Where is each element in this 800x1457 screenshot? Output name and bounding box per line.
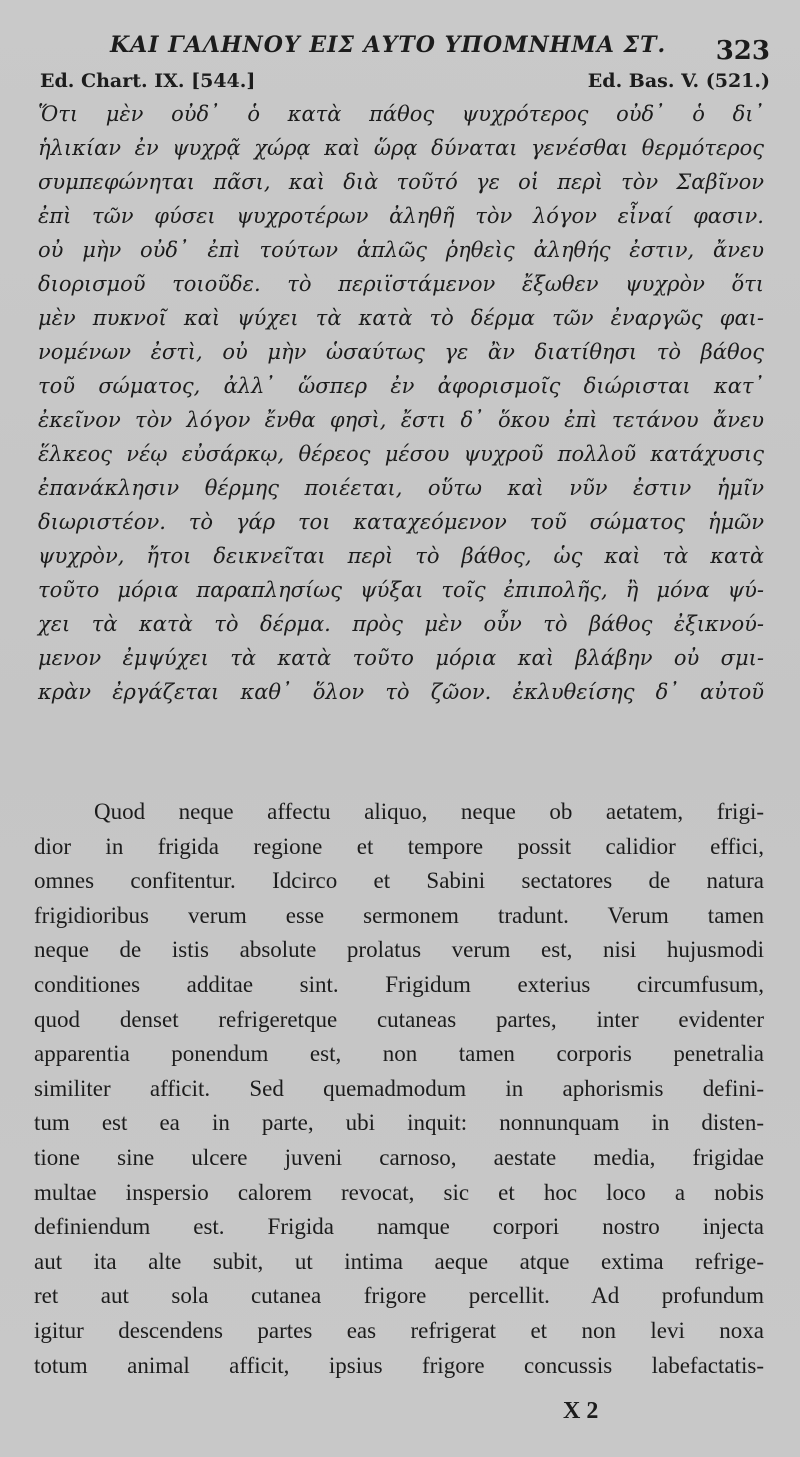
show-through-text <box>20 738 780 790</box>
latin-line: definiendum est. Frigida namque corpori nostro injecta <box>34 1214 764 1240</box>
latin-line: multae inspersio calorem revocat, sic et hoc loco a nobis <box>34 1179 764 1205</box>
page-number: 323 <box>715 36 770 66</box>
edition-basel: Ed. Bas. V. (521.) <box>587 70 770 92</box>
latin-line: ret aut sola cutanea frigore percellit. Ad profundum <box>34 1283 764 1309</box>
greek-line: ἡλικίαν ἐν ψυχρᾷ χώρᾳ καὶ ὥρᾳ δύναται γενέσθαι θερμότερος <box>38 136 764 160</box>
greek-line: τοῦ σώματος, ἀλλ᾽ ὥσπερ ἐν ἀφορισμοῖς διώρισται κατ᾽ <box>38 374 764 398</box>
greek-line: τοῦτο μόρια παραπλησίως ψύξαι τοῖς ἐπιπολῆς, ἢ μόνα ψύ- <box>38 578 764 602</box>
running-title: ΚΑΙ ΓΑΛΗΝΟΥ ΕΙΣ ΑΥΤΟ ΥΠΟΜΝΗΜΑ ΣΤ. <box>110 32 667 58</box>
latin-line: quod denset refrigeretque cutaneas partes, inter evidenter <box>34 1006 764 1032</box>
running-head <box>40 32 770 72</box>
greek-line: μενον ἐμψύχει τὰ κατὰ τοῦτο μόρια καὶ βλάβην οὐ σμι- <box>38 646 764 670</box>
latin-text-column <box>34 795 764 1383</box>
latin-line: aut ita alte subit, ut intima aeque atque extima refrige- <box>34 1248 764 1274</box>
greek-line: κρὰν ἐργάζεται καθ᾽ ὅλον τὸ ζῶον. ἐκλυθείσης δ᾽ αὐτοῦ <box>38 680 764 704</box>
latin-line: Quod neque affectu aliquo, neque ob aetatem, frigi- <box>94 799 764 824</box>
greek-text-column <box>38 97 764 709</box>
latin-line: tum est ea in parte, ubi inquit: nonnunquam in disten- <box>34 1110 764 1136</box>
latin-line: conditiones additae sint. Frigidum exterius circumfusum, <box>34 971 764 997</box>
edition-references <box>40 70 770 98</box>
greek-line: Ὅτι μὲν οὐδ᾽ ὁ κατὰ πάθος ψυχρότερος οὐδ᾽ ὁ δι᾽ <box>38 102 764 126</box>
greek-line: ἕλκεος νέῳ εὐσάρκῳ, θέρεος μέσου ψυχροῦ πολλοῦ κατάχυσις <box>38 442 764 466</box>
latin-line: dior in frigida regione et tempore possit calidior effici, <box>34 833 764 859</box>
greek-line: χει τὰ κατὰ τὸ δέρμα. πρὸς μὲν οὖν τὸ βάθος ἐξικνού- <box>38 612 764 636</box>
greek-line: διωριστέον. τὸ γάρ τοι καταχεόμενον τοῦ σώματος ἡμῶν <box>38 510 764 534</box>
latin-line: apparentia ponendum est, non tamen corporis penetralia <box>34 1041 764 1067</box>
greek-line: οὐ μὴν οὐδ᾽ ἐπὶ τούτων ἁπλῶς ῥηθεὶς ἀληθής ἐστιν, ἄνευ <box>38 238 764 262</box>
greek-line: συμπεφώνηται πᾶσι, καὶ διὰ τοῦτό γε οἱ περὶ τὸν Σαβῖνον <box>38 170 764 194</box>
latin-line: neque de istis absolute prolatus verum est, nisi hujusmodi <box>34 937 764 963</box>
latin-line: omnes confitentur. Idcirco et Sabini sectatores de natura <box>34 868 764 894</box>
latin-line: igitur descendens partes eas refrigerat et non levi noxa <box>34 1317 764 1343</box>
latin-line: tione sine ulcere juveni carnoso, aestate media, frigidae <box>34 1144 764 1170</box>
greek-line: νομένων ἐστὶ, οὐ μὴν ὡσαύτως γε ἂν διατίθησι τὸ βάθος <box>38 340 764 364</box>
greek-line: ἐκεῖνον τὸν λόγον ἔνθα φησὶ, ἔστι δ᾽ ὅκου ἐπὶ τετάνου ἄνευ <box>38 408 764 432</box>
latin-line: frigidioribus verum esse sermonem tradunt. Verum tamen <box>34 902 764 928</box>
greek-line: ψυχρὸν, ἤτοι δεικνεῖται περὶ τὸ βάθος, ὡς καὶ τὰ κατὰ <box>38 544 764 568</box>
latin-line: similiter afficit. Sed quemadmodum in aphorismis defini- <box>34 1075 764 1101</box>
greek-line: ἐπὶ τῶν φύσει ψυχροτέρων ἀληθῆ τὸν λόγον εἶναί φασιν. <box>38 204 764 228</box>
greek-line: μὲν πυκνοῖ καὶ ψύχει τὰ κατὰ τὸ δέρμα τῶν ἐναργῶς φαι- <box>38 306 764 330</box>
greek-line: ἐπανάκλησιν θέρμης ποιέεται, οὕτω καὶ νῦν ἐστιν ἡμῖν <box>38 476 764 500</box>
greek-line: διορισμοῦ τοιοῦδε. τὸ περιϊστάμενον ἔξωθεν ψυχρὸν ὅτι <box>38 272 764 296</box>
latin-line: totum animal afficit, ipsius frigore concussis labefactatis- <box>34 1352 764 1378</box>
signature-mark: X 2 <box>563 1398 599 1424</box>
edition-chartier: Ed. Chart. IX. [544.] <box>40 70 256 92</box>
